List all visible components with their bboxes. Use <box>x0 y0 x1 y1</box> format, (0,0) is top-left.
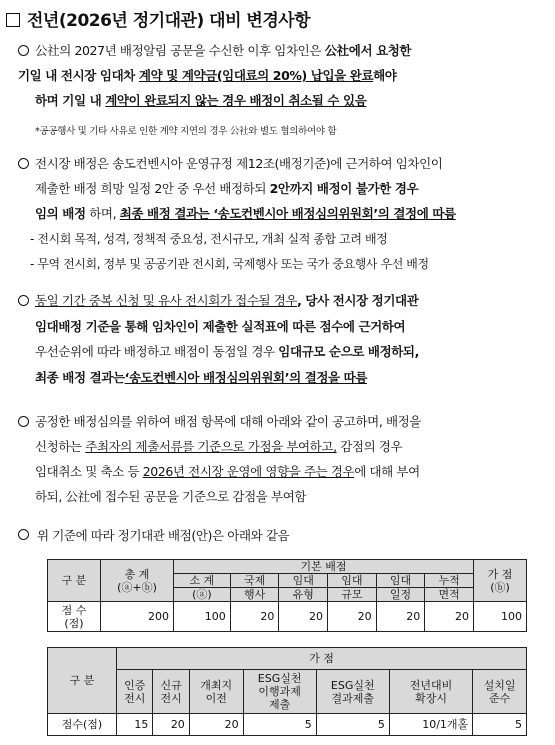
p3-bold: 최종 배정 결과는 <box>35 369 125 385</box>
p3-underline: ‘송도컨벤시아 배정심의위원회’의 결정을 따름 <box>124 369 368 385</box>
hollow-circle-icon <box>18 158 29 169</box>
header-total-sub: (ⓐ+ⓑ) <box>117 580 157 594</box>
header-basic: 기본 배점 <box>174 560 474 574</box>
bullet-criteria: - 전시회 목적, 성격, 정책적 중요성, 전시규모, 개최 실적 종합 고려 배정 <box>30 232 388 246</box>
sub-header-line: 확장시 <box>415 691 447 705</box>
value-cell: 5 <box>473 714 527 736</box>
value-cell: 20 <box>230 602 279 632</box>
p2-bold: 임의 배정 <box>35 206 86 221</box>
bullet-priority: - 무역 전시회, 정부 및 공공기관 전시회, 국제행사 또는 국가 중요행사 우선 배정 <box>30 257 429 271</box>
sub-header: 임대 <box>376 574 425 588</box>
sub-header-line: 신규 <box>160 678 182 692</box>
value-cell: 100 <box>474 602 527 632</box>
paragraph-assignment <box>18 151 542 226</box>
header-total <box>101 560 174 602</box>
p4-underline: 주최자의 제출서류를 기준으로 가점을 부여하고, <box>85 439 337 454</box>
basic-score-table <box>47 559 527 632</box>
p4-text: 신청하는 <box>35 439 86 454</box>
table-intro-text: 위 기준에 따라 정기대관 배점(안)은 아래와 같음 <box>37 528 290 543</box>
sub-header: 국제 <box>230 574 279 588</box>
value-cell: 20 <box>376 602 425 632</box>
p1-underline: 계약 및 계약금(임대료의 20%) 납입을 완료 <box>138 68 374 83</box>
p2-text: 제출한 배정 희망 일정 2안 중 우선 배정하되 <box>35 181 270 196</box>
sub-header-line: 전시 <box>124 691 146 705</box>
value-cell: 5 <box>243 714 316 736</box>
row-label-unit: (점) <box>64 616 84 630</box>
sub-header <box>389 670 472 714</box>
header-gajeom <box>474 560 527 602</box>
sub-header <box>473 670 527 714</box>
header-total-label: 총 계 <box>124 567 150 581</box>
value-cell: 15 <box>117 714 153 736</box>
sub-header <box>189 670 243 714</box>
sub-header-line: 전년대비 <box>409 678 453 692</box>
row-label <box>48 602 101 632</box>
sub-header: 누적 <box>425 574 474 588</box>
value-cell: 20 <box>189 714 243 736</box>
p4-text: 에 대해 부여 <box>354 464 420 479</box>
p3-text: 우선순위에 따라 배정하고 배점이 동점일 경우 <box>35 344 279 359</box>
bonus-score-table <box>47 647 527 736</box>
sub-header-line: ESG실천 <box>257 672 302 685</box>
sub-header <box>153 670 189 714</box>
sub-header: 소 계 <box>174 574 231 588</box>
row-label: 점수(점) <box>48 714 117 736</box>
sub-header: (ⓐ) <box>174 588 231 602</box>
table-row <box>48 602 527 632</box>
value-cell: 20 <box>153 714 189 736</box>
sub-header <box>243 670 316 714</box>
sub-header: 일정 <box>376 588 425 602</box>
p4-text: 하되, 公社에 접수된 공문을 기준으로 감점을 부여함 <box>35 489 307 504</box>
sub-header: 규모 <box>328 588 377 602</box>
sub-header: 유형 <box>279 588 328 602</box>
p3-bold: 임대규모 순으로 배정하되, <box>278 344 419 359</box>
sub-header: 임대 <box>279 574 328 588</box>
value-cell: 20 <box>425 602 474 632</box>
sub-header-line: 인증 <box>124 678 146 692</box>
header-gubun: 구 분 <box>48 648 117 714</box>
p1-bold: 公社에서 요청한 <box>324 43 412 58</box>
sub-header-line: 결과제출 <box>331 691 375 705</box>
header-gubun: 구 분 <box>48 560 101 602</box>
p2-underline: 최종 배정 결과는 ‘송도컨벤시아 배정심의위원회’의 결정에 따름 <box>119 206 456 221</box>
p4-text: 공정한 배정심의를 위하여 배점 항목에 대해 아래와 같이 공고하며, 배정을 <box>35 414 421 429</box>
p1-text: 公社의 2027년 배정알림 공문을 수신한 이후 임차인은 <box>35 43 325 58</box>
value-cell: 100 <box>174 602 231 632</box>
p1-underline: 계약이 완료되지 않는 경우 배정이 취소될 수 있음 <box>105 93 367 108</box>
p1-bold: 해야 <box>373 68 397 83</box>
row-label-text: 점 수 <box>61 603 87 617</box>
hollow-circle-icon <box>18 529 29 540</box>
header-gajeom-label: 가 점 <box>487 567 513 581</box>
paragraph-contract <box>18 38 542 113</box>
p3-bold: 임대배정 기준을 통해 임차인이 제출한 실적표에 따른 점수에 근거하여 <box>35 318 406 334</box>
p2-text: 전시장 배정은 송도컨벤시아 운영규정 제12조(배정기준)에 근거하여 임차인이 <box>35 156 443 171</box>
p1-bold: 하며 기일 내 <box>35 93 106 108</box>
hollow-circle-icon <box>18 45 29 56</box>
sub-header-line: 전시 <box>160 691 182 705</box>
sub-header-line: ESG실천 <box>330 678 375 692</box>
sub-header: 면적 <box>425 588 474 602</box>
value-cell: 20 <box>279 602 328 632</box>
table-intro <box>18 526 289 544</box>
sub-header-line: 제출 <box>269 698 291 711</box>
sub-header: 행사 <box>230 588 279 602</box>
footnote: *공공행사 및 기타 사유로 인한 계약 지연의 경우 公社와 별도 협의하여야 함 <box>35 126 337 137</box>
hollow-circle-icon <box>18 416 29 427</box>
section-title <box>6 6 310 31</box>
section-title-text: 전년(2026년 정기대관) 대비 변경사항 <box>27 11 311 31</box>
value-cell: 5 <box>316 714 389 736</box>
p3-bold: , 당사 전시장 정기대관 <box>297 293 419 308</box>
p2-text: 하며, <box>85 206 120 221</box>
sub-header-line: 이행과제 <box>258 685 301 698</box>
header-gajeom: 가 점 <box>117 648 527 670</box>
hollow-circle-icon <box>18 295 29 306</box>
sub-header-line: 이전 <box>205 691 227 705</box>
p4-text: 감점의 경우 <box>336 439 403 454</box>
paragraph-scoring <box>18 409 542 509</box>
sub-header <box>316 670 389 714</box>
value-cell: 20 <box>328 602 377 632</box>
table-row <box>48 714 527 736</box>
p4-text: 임대취소 및 축소 등 <box>35 464 143 479</box>
value-cell: 200 <box>101 602 174 632</box>
checkbox-square-icon <box>6 13 20 27</box>
p1-bold: 기일 내 전시장 임대차 <box>18 68 139 83</box>
header-gajeom-sub: (ⓑ) <box>490 580 510 594</box>
paragraph-duplicate <box>18 288 542 390</box>
p4-underline: 2026년 전시장 운영에 영향을 주는 경우 <box>142 464 355 479</box>
sub-header-line: 준수 <box>488 691 511 705</box>
sub-header-line: 설치일 <box>483 678 516 692</box>
sub-header <box>117 670 153 714</box>
p3-underline: 동일 기간 중복 신청 및 유사 전시회가 접수될 경우 <box>35 293 298 308</box>
value-cell: 10/1개홀 <box>389 714 472 736</box>
sub-header: 임대 <box>328 574 377 588</box>
p2-bold: 2안까지 배정이 불가한 경우 <box>269 181 419 196</box>
sub-header-line: 개최지 <box>200 678 233 692</box>
